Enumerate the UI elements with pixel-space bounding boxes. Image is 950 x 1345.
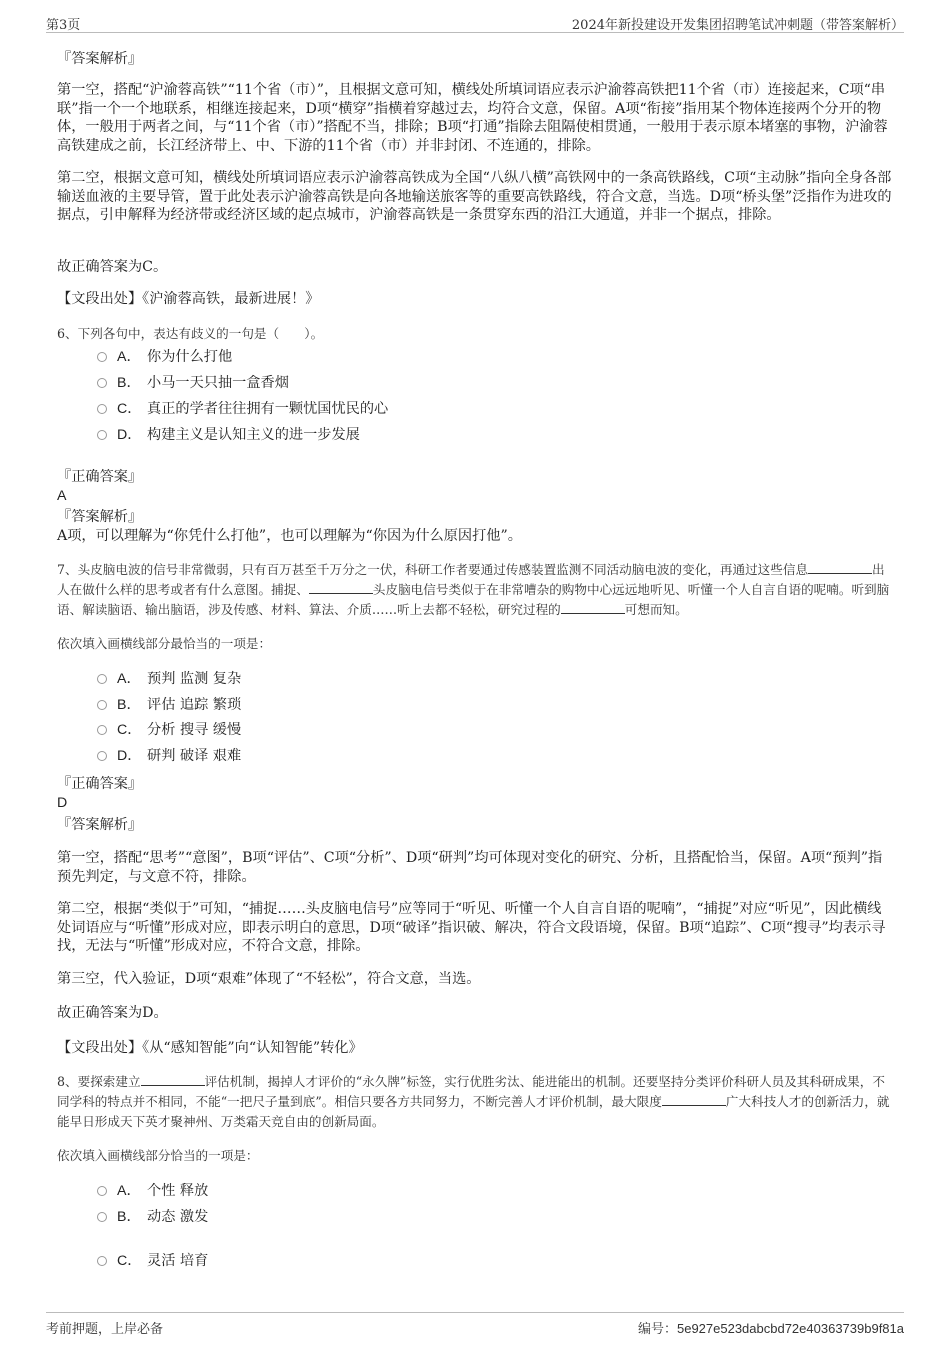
q7-analysis-p1: 第一空，搭配“思考”“意图”，B项“评估”、C项“分析”、D项“研判”均可体现对变化的研究、分析，且搭配恰当，保留。A项“预判”指预先判定，与文意不符，排除。	[57, 850, 883, 885]
q5-source: 【文段出处】《沪渝蓉高铁，最新进展！》	[57, 291, 320, 307]
q7-option-c[interactable]: C． 分析 搜寻 缓慢	[97, 720, 241, 740]
q6-answer-label: 『正确答案』	[57, 469, 143, 485]
q8-option-a[interactable]: A． 个性 释放	[97, 1181, 208, 1201]
radio-icon[interactable]	[97, 430, 107, 440]
q7-source: 【文段出处】《从“感知智能”向“认知智能”转化》	[57, 1040, 363, 1056]
q7-analysis-p2: 第二空，根据“类似于”可知，“捕捉……头皮脑电信号”应等同于“听见、听懂一个人自言自语的呢喃”，“捕捉”对应“听见”，因此横线处词语应与“听懂”形成对应，即表示明白的意思，D项“破译”指识破、解决，符合文段语境，保留。B项“追踪”、C项“搜寻”均表示寻找，无法与“听懂”形成对应，不符合文意，排除。	[57, 901, 886, 954]
q7-stem: 7、头皮脑电波的信号非常微弱，只有百万甚至千万分之一伏，科研工作者要通过传感装置监测不同活动脑电波的变化，再通过这些信息 出人在做什么样的思考或者有什么意图。捕捉、 头皮脑电信号类似于在非常嘈杂的购物中心远远地听见、听懂一个人自言自语的呢喃。听到脑语、解读脑语、输出脑语，涉及传感、材料、算法、介质……听上去都不轻松，研究过程的 可想而知。	[57, 562, 890, 617]
radio-icon[interactable]	[97, 725, 107, 735]
fill-blank	[808, 561, 872, 574]
page-number: 第3页	[46, 18, 81, 33]
document-title: 2024年新投建设开发集团招聘笔试冲刺题（带答案解析）	[571, 18, 904, 33]
q7-jiexi-label: 『答案解析』	[57, 817, 143, 833]
q5-conclusion: 故正确答案为C。	[57, 259, 168, 275]
q8-option-b[interactable]: B． 动态 激发	[97, 1207, 208, 1227]
q6-answer: A	[57, 488, 67, 504]
q7-option-a[interactable]: A． 预判 监测 复杂	[97, 669, 241, 689]
q7-option-b[interactable]: B． 评估 追踪 繁琐	[97, 695, 241, 715]
fill-blank	[662, 1093, 726, 1106]
q7-answer: D	[57, 795, 68, 811]
q5-analysis-p2: 第二空，根据文意可知，横线处所填词语应表示沪渝蓉高铁成为全国“八纵八横”高铁网中的一条高铁路线，C项“主动脉”指向全身各部输送血液的主要导管，置于此处表示沪渝蓉高铁是向各地输送旅客等的重要高铁路线，符合文意，当选。D项“桥头堡”泛指作为进攻的据点，引申解释为经济带或经济区域的起点城市，沪渝蓉高铁是一条贯穿东西的沿江大通道，并非一个据点，排除。	[57, 170, 892, 223]
page-header	[46, 12, 904, 33]
q7-analysis-p3: 第三空，代入验证，D项“艰难”体现了“不轻松”，符合文意，当选。	[57, 971, 481, 987]
radio-icon[interactable]	[97, 700, 107, 710]
q6-jiexi-label: 『答案解析』	[57, 509, 143, 525]
fill-blank	[561, 601, 625, 614]
q6-option-b[interactable]: B． 小马一天只抽一盒香烟	[97, 373, 289, 393]
q7-option-d[interactable]: D． 研判 破译 艰难	[97, 746, 241, 766]
q8-prompt: 依次填入画横线部分恰当的一项是：	[57, 1148, 259, 1163]
radio-icon[interactable]	[97, 404, 107, 414]
page-footer	[46, 1312, 904, 1337]
q7-answer-label: 『正确答案』	[57, 776, 143, 792]
q8-stem: 8、要探索建立 评估机制，揭掉人才评价的“永久牌”标签，实行优胜劣汰、能进能出的机制。还要坚持分类评价科研人员及其科研成果，不同学科的特点并不相同，不能“一把尺子量到底”。相信只要各方共同努力，不断完善人才评价机制，最大限度 广大科技人才的创新活力，就能早日形成天下英才聚神州、万类霜天竞自由的创新局面。	[57, 1074, 890, 1129]
q5-jiexi-label: 『答案解析』	[57, 51, 143, 67]
fill-blank	[141, 1073, 205, 1086]
footer-slogan: 考前押题，上岸必备	[46, 1322, 164, 1337]
q8-option-c[interactable]: C． 灵活 培育	[97, 1251, 208, 1271]
q6-stem: 6、下列各句中，表达有歧义的一句是（ ）。	[57, 326, 324, 341]
radio-icon[interactable]	[97, 352, 107, 362]
q6-analysis: A项，可以理解为“你凭什么打他”，也可以理解为“你因为什么原因打他”。	[57, 528, 522, 544]
fill-blank	[309, 581, 373, 594]
radio-icon[interactable]	[97, 1212, 107, 1222]
q7-prompt: 依次填入画横线部分最恰当的一项是：	[57, 636, 272, 651]
radio-icon[interactable]	[97, 1186, 107, 1196]
radio-icon[interactable]	[97, 751, 107, 761]
radio-icon[interactable]	[97, 378, 107, 388]
q7-conclusion: 故正确答案为D。	[57, 1005, 168, 1021]
document-code: 编号：5e927e523dabcbd72e40363739b9f81a	[637, 1321, 904, 1336]
q6-option-d[interactable]: D． 构建主义是认知主义的进一步发展	[97, 425, 360, 445]
q5-analysis-p1: 第一空，搭配“沪渝蓉高铁”“11个省（市）”，且根据文意可知，横线处所填词语应表示沪渝蓉高铁把11个省（市）连接起来，C项“串联”指一个一个地联系，相继连接起来，D项“横穿”指横着穿越过去，均符合文意，保留。A项“衔接”指用某个物体连接两个分开的物体，一般用于两者之间，与“11个省（市）”搭配不当，排除；B项“打通”指除去阻隔使相贯通，一般用于表示原本堵塞的事物，沪渝蓉高铁建成之前，长江经济带上、中、下游的11个省（市）并非封闭、不连通的，排除。	[57, 82, 888, 154]
radio-icon[interactable]	[97, 1256, 107, 1266]
q6-option-a[interactable]: A． 你为什么打他	[97, 347, 232, 367]
radio-icon[interactable]	[97, 674, 107, 684]
q6-option-c[interactable]: C． 真正的学者往往拥有一颗忧国忧民的心	[97, 399, 388, 419]
